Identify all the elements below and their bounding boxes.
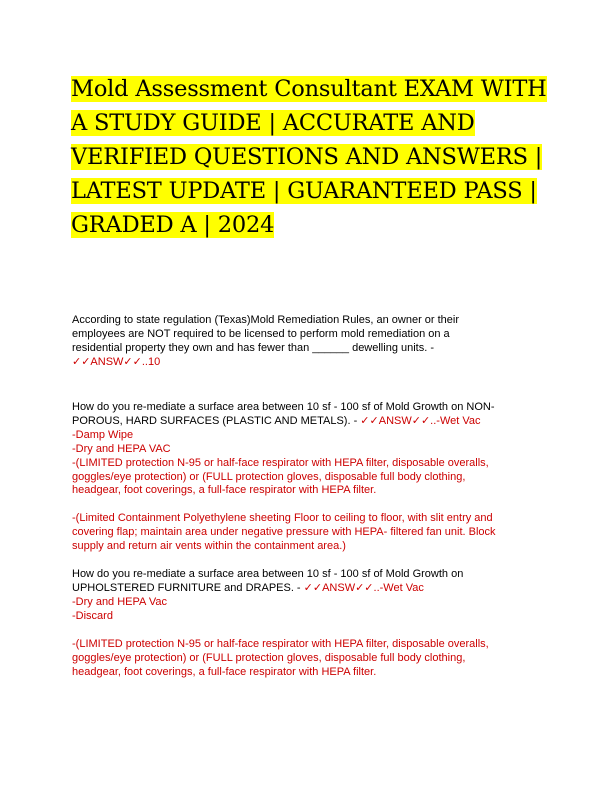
question-text-line: residential property they own and has fewer than ______ dewelling units. - (72, 341, 435, 354)
answer-line: -(LIMITED protection N-95 or half-face respirator with HEPA filter, disposable overalls, (72, 638, 489, 650)
document-title (71, 72, 551, 242)
title-line: GRADED A | 2024 (71, 212, 275, 238)
question-3-protection (72, 638, 542, 680)
answer-line: -Dry and HEPA VAC (72, 442, 171, 455)
answer-line: -Dry and HEPA Vac (72, 595, 167, 608)
answer-text: ✓✓ANSW✓✓..-Wet Vac (303, 581, 424, 594)
title-line: Mold Assessment Consultant EXAM WITH (71, 76, 547, 102)
answer-line: -(LIMITED protection N-95 or half-face respirator with HEPA filter, disposable overalls, (72, 456, 489, 469)
answer-line: goggles/eye protection) or (FULL protection gloves, disposable full body clothing, (72, 470, 466, 483)
answer-line: -(Limited Containment Polyethylene sheeting Floor to ceiling to floor, with slit entry and (72, 512, 493, 524)
question-text-line (72, 582, 542, 596)
answer-line: -Discard (72, 609, 113, 622)
question-text-line: How do you re-mediate a surface area between 10 sf - 100 sf of Mold Growth on (72, 568, 464, 580)
question-text-line (72, 415, 542, 429)
answer-text: ✓✓ANSW✓✓..10 (72, 355, 161, 368)
answer-line: goggles/eye protection) or (FULL protection gloves, disposable full body clothing, (72, 651, 466, 664)
question-text: POROUS, HARD SURFACES (PLASTIC AND METALS). - (72, 414, 361, 427)
answer-line: headgear, foot coverings, a full-face respirator with HEPA filter. (72, 665, 377, 678)
question-1 (72, 314, 542, 370)
answer-line: supply and return air vents within the containment area.) (72, 539, 346, 552)
answer-line: covering flap; maintain area under negative pressure with HEPA- filtered fan unit. Block (72, 525, 496, 538)
question-2 (72, 401, 542, 498)
question-2-containment (72, 512, 542, 554)
question-text-line: According to state regulation (Texas)Mold Remediation Rules, an owner or their (72, 314, 460, 326)
question-text-line: How do you re-mediate a surface area between 10 sf - 100 sf of Mold Growth on NON- (72, 401, 495, 413)
title-line: VERIFIED QUESTIONS AND ANSWERS | (71, 144, 543, 170)
answer-line: headgear, foot coverings, a full-face respirator with HEPA filter. (72, 484, 377, 497)
title-line: LATEST UPDATE | GUARANTEED PASS | (71, 178, 537, 204)
question-text-line: employees are NOT required to be licensed to perform mold remediation on a (72, 327, 450, 340)
title-line: A STUDY GUIDE | ACCURATE AND (71, 110, 475, 136)
question-text: UPHOLSTERED FURNITURE and DRAPES. - (72, 581, 304, 594)
answer-text: ✓✓ANSW✓✓..-Wet Vac (360, 414, 481, 427)
question-3 (72, 568, 542, 624)
answer-line: -Damp Wipe (72, 428, 134, 441)
